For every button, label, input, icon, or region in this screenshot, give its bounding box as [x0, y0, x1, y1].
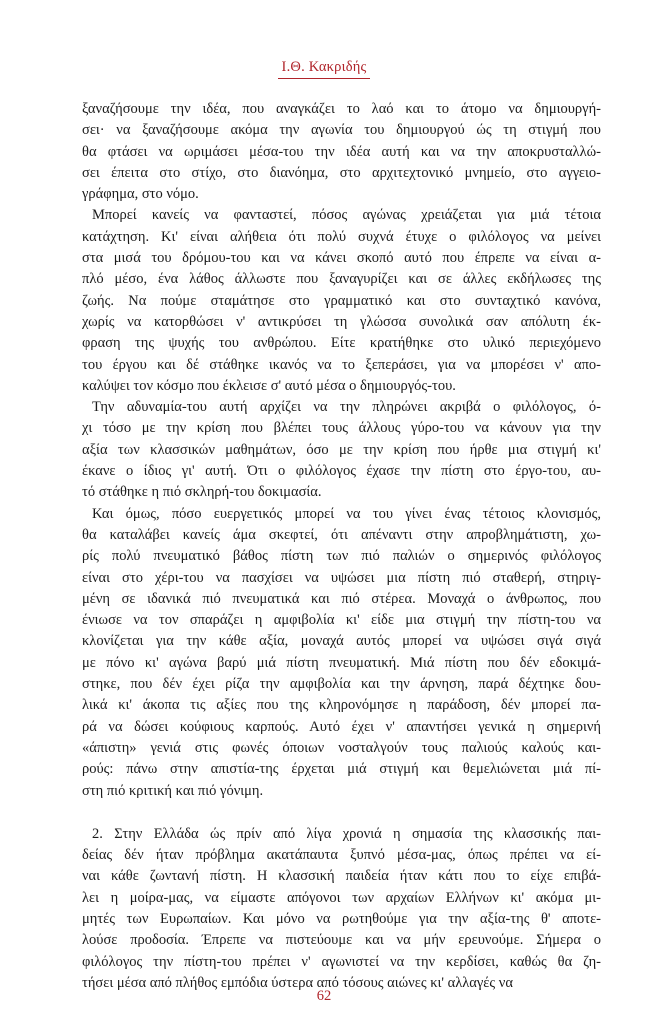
paragraph [82, 205, 601, 397]
text-line: κατάχτηση. Κι' είναι αλήθεια ότι πολύ συχνά έτυχε ο φιλόλογος να μείνει [82, 228, 601, 245]
text-line: «άπιστη» γενιά στις φωνές όποιων νοσταλγούν τους παλιούς καλούς και- [82, 739, 601, 756]
text-line: καλύψει τον κόσμο που έκλεισε σ' αυτό μέσα ο δημιουργός-του. [82, 377, 456, 394]
text-line: ναι κάθε ζωντανή πίστη. Η κλασσική παιδεία ήταν κάτι που το είχε επιβά- [82, 868, 601, 885]
text-line: ρά να δώσει κούφιους καρπούς. Αυτό έχει ν' απαντήσει γενικά η σημερινή [82, 718, 601, 735]
text-line: σει· να ξαναζήσουμε ακόμα την αγωνία του δημιουργού ώς τη στιγμή που [82, 122, 601, 139]
paragraph [82, 397, 601, 503]
text-line: στη πιό κριτική και πιό γόνιμη. [82, 782, 264, 799]
text-line: γράφημα, στο νόμο. [82, 186, 199, 203]
text-line: θα φτάσει να ωριμάσει μέσα-του την ιδέα αυτή και να την αποκρυσταλλώ- [82, 143, 601, 160]
text-line: φραση της ψυχής του ανθρώπου. Είτε κρατήθηκε στο υλικό περιεχόμενο [82, 335, 601, 352]
text-line: με πόνο κι' αγώνα βαρύ μιά πίστη πνευματική. Μιά πίστη που δέν εδοκιμά- [82, 654, 601, 671]
text-line: κλονίζεται για την κάθε αξία, μοναχά αυτός μπορεί να υψώσει σιγά σιγά [82, 633, 601, 650]
text-line: δείας δέν ήταν πρόβλημα ακατάπαυτα ξυπνό μέσα-μας, όπως πρέπει να εί- [82, 847, 601, 864]
text-line: σει έπειτα στο στίχο, στο διανόημα, στο αρχιτεχτονικό μνημείο, στο αγγειο- [82, 164, 601, 181]
text-line: αξία των κλασσικών μαθημάτων, όσο με την κρίση που ήρθε μια στιγμή κι' [82, 441, 601, 458]
text-line: χωρίς να κατορθώσει ν' αντικρύσει τη γλώσσα συνολικά σαν απόλυτη έκ- [82, 313, 601, 330]
text-line: μητές των Ευρωπαίων. Και μόνο να ρωτηθούμε για την αξία-της θ' αποτε- [82, 910, 601, 927]
text-line: στηκε, που δέν έχει ρίζα την αμφιβολία και την άρνηση, παρά δέχτηκε δου- [82, 676, 601, 693]
text-line: τό στάθηκε η πιό σκληρή-του δοκιμασία. [82, 484, 322, 501]
paragraph [82, 99, 601, 205]
text-line: χι τόσο με την κρίση που βλέπει τους άλλους γύρο-του να κάνουν για την [82, 420, 601, 437]
text-line: λικά κι' άκοπα τις αξίες που της κληρονόμησε η παράδοση, δέν μπορεί πα- [82, 697, 601, 714]
page-number: 62 [316, 988, 332, 1004]
section-gap [82, 802, 601, 824]
text-line: φιλόλογος την πίστη-του πρέπει ν' αγωνιστεί να την κερδίσει, καθώς θα ζη- [82, 953, 601, 970]
text-line: έκανε ο ίδιος γι' αυτή. Ότι ο φιλόλογος έχασε την πίστη στο έργο-του, αυ- [82, 463, 601, 480]
text-line: θα καταλάβει κανείς άμα σκεφτεί, ότι απέναντι στην απροβλημάτιστη, χω- [82, 526, 601, 543]
text-line: λει η μοίρα-μας, να είμαστε απόγονοι των αρχαίων Ελλήνων κι' ακόμα μι- [82, 889, 601, 906]
text-line: 2. Στην Ελλάδα ώς πρίν από λίγα χρονιά η σημασία της κλασσικής παι- [92, 825, 601, 842]
text-line: ζωής. Να πούμε σταμάτησε στο γραμματικό και στο συνταχτικό κανόνα, [82, 292, 601, 309]
text-line: Μπορεί κανείς να φανταστεί, πόσος αγώνας χρειάζεται για μιά τέτοια [92, 207, 601, 224]
text-line: ρούς: πάνω στην απιστία-της έρχεται μιά στιγμή και θεμελιώνεται μιά πί- [82, 761, 601, 778]
text-line: Την αδυναμία-του αυτή αρχίζει να την πληρώνει ακριβά ο φιλόλογος, ό- [92, 399, 601, 416]
text-line: ρίς πολύ πνευματικό βάθος πίστη των πιό παλιών ο σημερινός φιλόλογος [82, 548, 601, 565]
text-line: ξαναζήσουμε την ιδέα, που αναγκάζει το λαό και το άτομο να δημιουργή- [82, 101, 601, 117]
text-line: στα μισά του δρόμου-του και να κάνει σκοπό αυτό που έπρεπε να είναι α- [82, 250, 601, 267]
paragraph [82, 824, 601, 994]
running-head [0, 58, 648, 79]
text-line: τήσει μέσα από πλήθος εμπόδια ύστερα από τόσους αιώνες κι' αλλαγές να [82, 974, 513, 991]
body-text [82, 99, 601, 994]
text-line: είναι στο χέρι-του να πασχίσει να υψώσει μια πίστη πιό σταθερή, στηριγ- [82, 569, 601, 586]
running-head-author: Ι.Θ. Κακριδής [278, 59, 371, 79]
text-line: λούσε προδοσία. Έπρεπε να πιστεύουμε και να μήν ερευνούμε. Σήμερα ο [82, 932, 601, 949]
text-line: του έργου και δέ στάθηκε ικανός να το ξεπεράσει, για να μπορέσει ν' απο- [82, 356, 601, 373]
paragraph [82, 504, 601, 802]
text-line: Και όμως, πόσο ευεργετικός μπορεί να του γίνει ένας τέτοιος κλονισμός, [92, 505, 601, 522]
text-line: πλό μέσο, ένα λάθος άλλωστε που ξαναγυρίζει και σε άλλες εκδήλωσες της [82, 271, 601, 288]
text-line: μένη σε ιδανικά πιό πνευματικά και πιό στέρεα. Μοναχά ο άνθρωπος, που [82, 590, 601, 607]
text-line: ένιωσε να τον σπαράζει η αμφιβολία κι' είδε μια στιγμή την πίστη-του να [82, 612, 601, 629]
